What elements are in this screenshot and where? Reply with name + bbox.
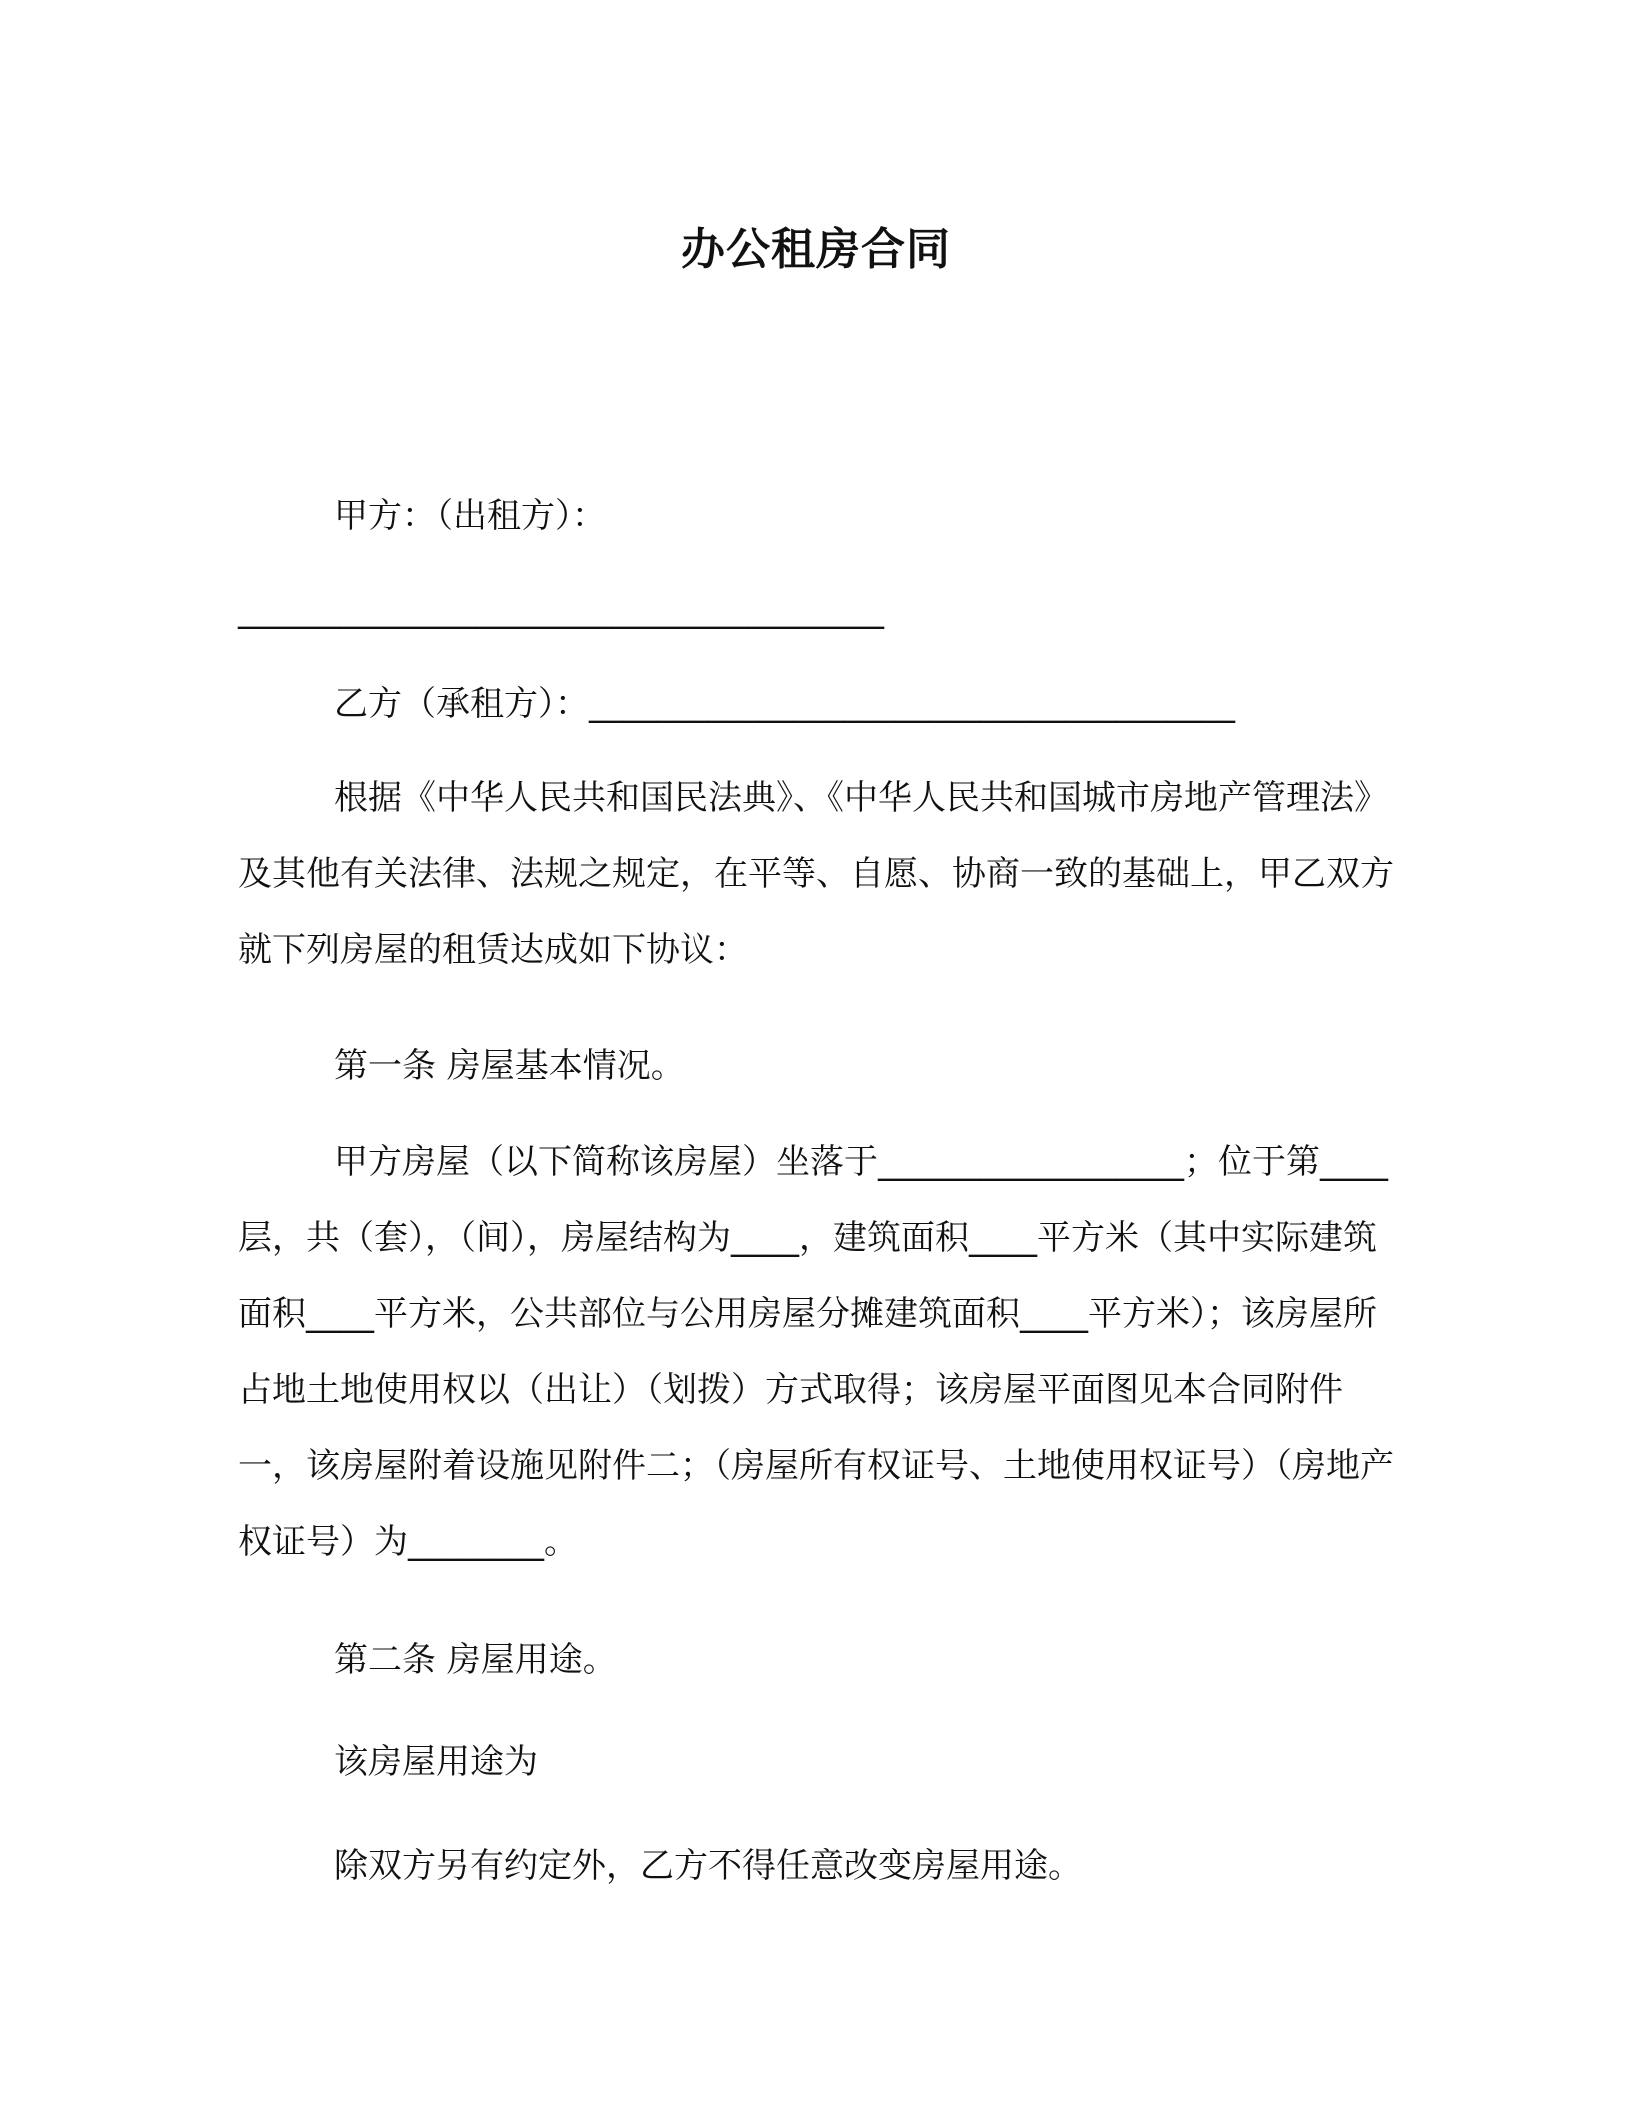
article-1-body: 甲方房屋（以下简称该房屋）坐落于__________________；位于第____层，共（套），（间），房屋结构为____，建筑面积____平方米（其中实际建筑面积____平方米，公共部位与公用房屋分摊建筑面积____平方米）；该房屋所占地土地使用权以（出让）（划拨）方式取得；该房屋平面图见本合同附件一，该房屋附着设施见附件二；（房屋所有权证号、土地使用权证号）（房地产权证号）为________。 (238, 1142, 1394, 1562)
article-2-use: 该房屋用途为 (334, 1742, 538, 1782)
document-title: 办公租房合同 (681, 224, 951, 275)
article-1-heading: 第一条 房屋基本情况。 (334, 1046, 685, 1086)
preamble-paragraph: 根据《中华人民共和国民法典》、《中华人民共和国城市房地产管理法》及其他有关法律、法规之规定，在平等、自愿、协商一致的基础上，甲乙双方就下列房屋的租赁达成如下协议： (238, 778, 1394, 970)
article-2-heading: 第二条 房屋用途。 (334, 1640, 617, 1680)
party-a-label: 甲方：（出租方）： (334, 496, 606, 536)
party-a-blank-line: ______________________________________ (238, 590, 884, 630)
party-b-line: 乙方（承租方）：______________________________________ (334, 684, 1235, 724)
article-2-restriction: 除双方另有约定外，乙方不得任意改变房屋用途。 (334, 1846, 1082, 1886)
